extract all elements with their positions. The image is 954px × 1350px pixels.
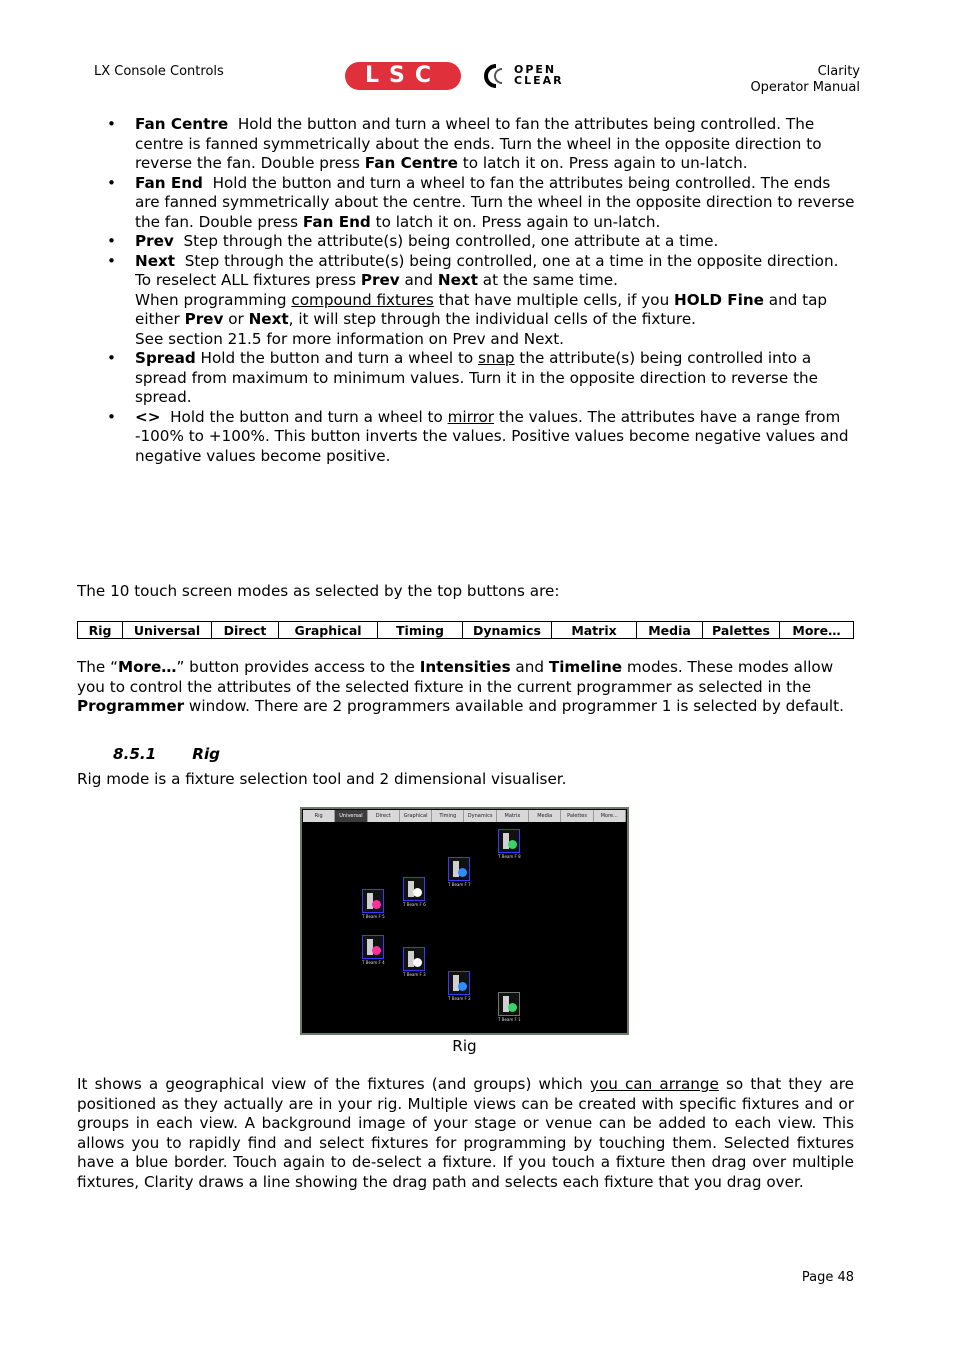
fixture-label: T Beam F 6	[403, 902, 426, 907]
list-item-spread	[77, 349, 857, 408]
term-spread: Spread	[135, 349, 196, 367]
fixture-icon	[362, 889, 384, 913]
rig-tab: Palettes	[561, 810, 593, 822]
rig-tab: Media	[529, 810, 561, 822]
rig-tab: Timing	[432, 810, 464, 822]
text: to latch it on. Press again to un-latch.	[370, 212, 661, 231]
text: Hold the button and turn a wheel to fan the attributes being controlled. The ends are fanned symmetrically about the centre. Turn the wheel in the opposite direction to reverse the fan. Double press	[135, 173, 855, 231]
text: to latch it on. Press again to un-latch.	[457, 154, 748, 172]
section-title: Rig	[192, 745, 221, 763]
logo-clear-text: CLEAR	[514, 74, 564, 87]
list-item-prev	[77, 232, 857, 252]
mode-cell-universal: Universal	[123, 622, 212, 639]
open-clear-logo	[482, 64, 578, 88]
modes-row	[78, 622, 854, 639]
fixture-label: T Beam F 1	[498, 1017, 521, 1022]
fixture-icon	[362, 935, 384, 959]
mode-cell-media: Media	[637, 622, 703, 639]
fixture-icon	[403, 877, 425, 901]
fixture-icon	[498, 992, 520, 1016]
text: Step through the attribute(s) being controlled, one attribute at a time.	[183, 232, 719, 250]
header-left: LX Console Controls	[94, 64, 224, 79]
list-item-fan-centre	[77, 115, 857, 174]
text: Hold the button and turn a wheel to	[195, 349, 479, 367]
term-prev: Prev	[135, 232, 174, 250]
fixture-icon	[498, 829, 520, 853]
next-reselect-line: To reselect ALL fixtures press Prev and Next at the same time.	[135, 271, 618, 289]
mode-cell-rig: Rig	[78, 622, 123, 639]
rig-tab: Rig	[303, 810, 335, 822]
lsc-logo-text: LSC	[364, 63, 441, 88]
mode-cell-palettes: Palettes	[703, 622, 780, 639]
fixture-color-dot	[458, 982, 467, 991]
text: Hold the button and turn a wheel to fan the attributes being controlled. The centre is fanned symmetrically about the ends. Turn the wheel in the opposite direction to reverse the fan. Double press	[135, 115, 822, 172]
header-right	[750, 64, 860, 96]
text: the values. The attributes have a range from -100% to +100%. This button inverts the values. Positive values become negative values and negative values become positive.	[135, 407, 849, 465]
fixture-color-dot	[372, 900, 381, 909]
term-mirror: <>	[135, 407, 161, 426]
list-item-next	[77, 252, 857, 350]
open-clear-swirl-icon	[482, 64, 512, 88]
mode-cell-graphical: Graphical	[279, 622, 378, 639]
mirror-link[interactable]: mirror	[447, 407, 495, 426]
text: Step through the attribute(s) being controlled, one at a time in the opposite direction.	[184, 251, 839, 270]
header-manual: Operator Manual	[750, 80, 860, 95]
fixture-label: T Beam F 8	[498, 854, 521, 859]
fixture-color-dot	[372, 946, 381, 955]
header-product: Clarity	[817, 64, 860, 79]
rig-tab: Dynamics	[464, 810, 496, 822]
next-compound-line: When programming compound fixtures that have multiple cells, if you HOLD Fine and tap either Prev or Next, it will step through the individual cells of the fixture.	[135, 290, 828, 328]
mode-cell-dynamics: Dynamics	[463, 622, 552, 639]
fixture-color-dot	[413, 958, 422, 967]
section-heading	[113, 745, 220, 765]
mode-cell-direct: Direct	[212, 622, 279, 639]
rig-tab-bar	[303, 810, 626, 822]
rig-tab: Graphical	[400, 810, 432, 822]
mode-cell-matrix: Matrix	[552, 622, 637, 639]
fixture-label: T Beam F 7	[448, 882, 471, 887]
figure-caption: Rig	[452, 1037, 477, 1055]
fixture-icon	[448, 971, 470, 995]
rig-tab-active: Universal	[335, 810, 367, 822]
fixture-label: T Beam F 4	[362, 960, 385, 965]
fixture-color-dot	[458, 868, 467, 877]
term: Fan Centre	[364, 154, 458, 172]
list-item-fan-end	[77, 174, 857, 233]
button-list	[77, 115, 857, 466]
mode-cell-more: More…	[780, 622, 854, 639]
rig-tab: Direct	[368, 810, 400, 822]
term-next: Next	[135, 251, 176, 270]
fixture-color-dot	[508, 1003, 517, 1012]
you-can-arrange-link[interactable]: you can arrange	[589, 1075, 719, 1093]
rig-screenshot	[300, 807, 629, 1035]
fixture-icon	[448, 857, 470, 881]
fixture-label: T Beam F 5	[362, 914, 385, 919]
term-fan-end: Fan End	[135, 173, 203, 192]
section-number: 8.5.1	[113, 745, 157, 763]
fixture-color-dot	[413, 888, 422, 897]
text: Hold the button and turn a wheel to	[170, 407, 448, 426]
term: Fan End	[302, 212, 371, 231]
logo-open-text: OPEN	[514, 63, 557, 76]
fixture-color-dot	[508, 840, 517, 849]
snap-link[interactable]: snap	[478, 349, 515, 367]
rig-intro: Rig mode is a fixture selection tool and 2 dimensional visualiser.	[77, 770, 567, 788]
fixture-label: T Beam F 3	[403, 972, 426, 977]
more-paragraph: The “More…” button provides access to the Intensities and Timeline modes. These modes allow you to control the attributes of the selected fixture in the current programmer as selected in the Programmer window. There are 2 programmers available and programmer 1 is selected by default.	[77, 658, 844, 715]
term-fan-centre: Fan Centre	[135, 115, 229, 133]
rig-tab: Matrix	[497, 810, 529, 822]
modes-table	[77, 621, 854, 639]
text: the attribute(s) being controlled into a spread from maximum to minimum values. Turn it in the opposite direction to reverse the spread.	[135, 349, 819, 406]
rig-tab: More...	[594, 810, 626, 822]
modes-intro: The 10 touch screen modes as selected by the top buttons are:	[77, 582, 560, 600]
fixture-label: T Beam F 2	[448, 996, 471, 1001]
mode-cell-timing: Timing	[378, 622, 463, 639]
rig-description: It shows a geographical view of the fixtures (and groups) which you can arrange so that they are positioned as they actually are in your rig. Multiple views can be created with specific fixtures and or groups in each view. A background image of your stage or venue can be added to each view. This allows you to rapidly find and select fixtures for programming by touching them. Selected fixtures have a blue border. Touch again to de-select a fixture. If you touch a fixture then drag over multiple fixtures, Clarity draws a line showing the drag path and selects each fixture that you drag over.	[77, 1075, 854, 1191]
list-item-mirror	[77, 408, 857, 467]
lsc-logo	[345, 62, 461, 90]
next-see-section-line: See section 21.5 for more information on Prev and Next.	[135, 329, 565, 348]
compound-fixtures-link[interactable]: compound fixtures	[291, 290, 434, 309]
page-number: Page 48	[801, 1270, 854, 1285]
fixture-icon	[403, 947, 425, 971]
